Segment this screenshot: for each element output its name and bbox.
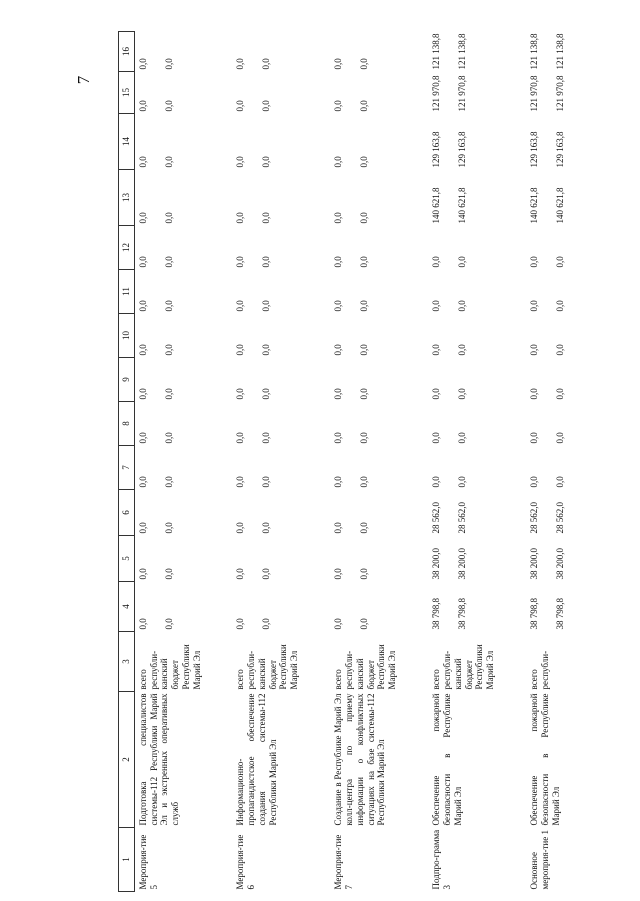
value-cell (232, 490, 330, 536)
page-number: 7 (74, 75, 93, 85)
funding-source-label: республи-канский бюджет Республики Марий Эл (148, 644, 202, 690)
value-entry: 121 138,8 (457, 33, 468, 70)
value-cell (232, 226, 330, 270)
value-entry: 0,0 (529, 344, 540, 356)
rotated-table-region (118, 32, 588, 892)
table-row (232, 32, 330, 892)
value-entry: 0,0 (137, 300, 148, 312)
value-cell (232, 170, 330, 226)
value-entry: 0,0 (163, 156, 174, 168)
column-header: 6 (119, 490, 135, 536)
value-entry: 0,0 (163, 300, 174, 312)
value-cell (428, 32, 526, 72)
funding-source-label: всего (137, 669, 148, 690)
value-entry: 0,0 (431, 388, 442, 400)
value-entry: 0,0 (457, 300, 468, 312)
value-entry: 0,0 (359, 156, 370, 168)
value-entry: 0,0 (261, 476, 272, 488)
column-header: 4 (119, 582, 135, 632)
column-header: 8 (119, 402, 135, 446)
value-entry: 0,0 (261, 344, 272, 356)
table-row (330, 32, 428, 892)
value-entry: 140 621,8 (431, 187, 442, 224)
value-cell (428, 170, 526, 226)
value-entry: 0,0 (235, 568, 246, 580)
column-header: 2 (119, 692, 135, 828)
value-cell (330, 170, 428, 226)
value-entry: 129 163,8 (529, 131, 540, 168)
value-entry: 38 200,0 (555, 548, 566, 580)
value-entry: 0,0 (333, 568, 344, 580)
row-title-cell: Обеспечение пожарной безопасности в Республике Марий Эл (431, 693, 463, 826)
value-entry: 0,0 (333, 388, 344, 400)
value-cell (232, 270, 330, 314)
row-title-cell: Подготовка специалистов системы-112 Республики Марий Эл и экстренных оперативных служб (137, 693, 181, 826)
value-entry: 121 970,8 (555, 75, 566, 112)
value-entry: 0,0 (163, 432, 174, 444)
value-entry: 0,0 (137, 58, 148, 70)
value-cell (232, 358, 330, 402)
value-cell (330, 32, 428, 72)
value-entry: 121 970,8 (457, 75, 468, 112)
column-header: 16 (119, 32, 135, 72)
value-entry: 0,0 (235, 212, 246, 224)
value-cell (330, 226, 428, 270)
value-cell (428, 314, 526, 358)
value-cell (526, 226, 586, 270)
value-entry: 0,0 (431, 432, 442, 444)
value-entry: 0,0 (235, 522, 246, 534)
value-cell (232, 314, 330, 358)
value-cell (526, 490, 586, 536)
value-cell (134, 490, 232, 536)
value-cell (232, 32, 330, 72)
value-entry: 0,0 (235, 476, 246, 488)
value-cell (134, 170, 232, 226)
value-entry: 0,0 (261, 58, 272, 70)
value-entry: 0,0 (555, 344, 566, 356)
funding-source-cell (134, 632, 232, 692)
table-row (428, 32, 526, 892)
value-entry: 0,0 (359, 256, 370, 268)
value-entry: 0,0 (261, 300, 272, 312)
value-entry: 0,0 (163, 388, 174, 400)
value-entry: 121 970,8 (431, 75, 442, 112)
value-entry: 0,0 (261, 432, 272, 444)
value-entry: 121 138,8 (431, 33, 442, 70)
value-entry: 140 621,8 (529, 187, 540, 224)
value-entry: 0,0 (163, 476, 174, 488)
funding-source-cell (526, 632, 586, 692)
value-entry: 28 562,0 (555, 502, 566, 534)
column-header: 9 (119, 358, 135, 402)
value-entry: 140 621,8 (555, 187, 566, 224)
value-entry: 0,0 (431, 344, 442, 356)
funding-source-label: всего (529, 669, 540, 690)
value-cell (428, 582, 526, 632)
value-entry: 0,0 (163, 522, 174, 534)
column-header: 15 (119, 72, 135, 114)
value-cell (330, 582, 428, 632)
value-cell (526, 170, 586, 226)
value-entry: 0,0 (137, 618, 148, 630)
value-cell (428, 536, 526, 582)
value-entry: 0,0 (359, 212, 370, 224)
value-cell (134, 32, 232, 72)
value-entry: 0,0 (333, 476, 344, 488)
value-entry: 0,0 (137, 388, 148, 400)
value-cell (526, 446, 586, 490)
funding-source-label: республи-канский бюджет Республики Марий Эл (344, 644, 398, 690)
value-cell (134, 114, 232, 170)
value-entry: 0,0 (555, 388, 566, 400)
value-entry: 0,0 (137, 568, 148, 580)
value-entry: 129 163,8 (555, 131, 566, 168)
value-cell (232, 582, 330, 632)
value-entry: 0,0 (137, 212, 148, 224)
column-header: 7 (119, 446, 135, 490)
value-cell (526, 358, 586, 402)
row-code-cell: Мероприя-тие 5 (137, 834, 159, 890)
value-cell (526, 402, 586, 446)
value-entry: 0,0 (333, 212, 344, 224)
value-entry: 0,0 (333, 618, 344, 630)
value-entry: 0,0 (235, 156, 246, 168)
value-entry: 0,0 (359, 522, 370, 534)
value-entry: 0,0 (163, 568, 174, 580)
table-header (119, 32, 135, 892)
value-cell (134, 314, 232, 358)
value-entry: 0,0 (359, 476, 370, 488)
value-entry: 38 798,8 (529, 598, 540, 630)
value-cell (428, 114, 526, 170)
value-entry: 28 562,0 (431, 502, 442, 534)
value-entry: 0,0 (529, 476, 540, 488)
value-entry: 0,0 (555, 476, 566, 488)
value-entry: 0,0 (555, 432, 566, 444)
value-entry: 0,0 (457, 344, 468, 356)
value-entry: 0,0 (431, 476, 442, 488)
value-cell (526, 32, 586, 72)
value-entry: 0,0 (163, 212, 174, 224)
column-header: 12 (119, 226, 135, 270)
value-cell (134, 358, 232, 402)
table-body (134, 32, 586, 892)
value-entry: 0,0 (163, 58, 174, 70)
funding-source-label: республи-канский бюджет Республики Марий Эл (246, 644, 300, 690)
value-entry: 38 798,8 (457, 598, 468, 630)
value-entry: 0,0 (261, 156, 272, 168)
column-header: 5 (119, 536, 135, 582)
value-entry: 0,0 (457, 256, 468, 268)
value-cell (232, 536, 330, 582)
value-entry: 0,0 (137, 100, 148, 112)
funding-source-label: всего (235, 669, 246, 690)
column-header: 14 (119, 114, 135, 170)
value-cell (232, 72, 330, 114)
value-cell (330, 72, 428, 114)
value-entry: 0,0 (359, 100, 370, 112)
value-entry: 0,0 (235, 58, 246, 70)
value-entry: 0,0 (261, 256, 272, 268)
funding-source-label: всего (431, 669, 442, 690)
table-row (134, 32, 232, 892)
value-cell (134, 270, 232, 314)
value-entry: 0,0 (529, 300, 540, 312)
value-cell (428, 270, 526, 314)
column-header: 3 (119, 632, 135, 692)
value-entry: 129 163,8 (457, 131, 468, 168)
value-entry: 0,0 (137, 522, 148, 534)
value-entry: 0,0 (137, 156, 148, 168)
value-entry: 129 163,8 (431, 131, 442, 168)
value-cell (526, 114, 586, 170)
value-cell (330, 358, 428, 402)
value-entry: 0,0 (137, 432, 148, 444)
value-entry: 0,0 (529, 388, 540, 400)
value-cell (428, 490, 526, 536)
value-entry: 0,0 (555, 300, 566, 312)
value-entry: 0,0 (235, 256, 246, 268)
value-cell (526, 270, 586, 314)
value-cell (428, 358, 526, 402)
value-entry: 0,0 (261, 212, 272, 224)
value-entry: 0,0 (333, 156, 344, 168)
value-cell (134, 536, 232, 582)
value-entry: 0,0 (529, 432, 540, 444)
value-entry: 0,0 (235, 618, 246, 630)
row-title-cell: Информационно-пропагандистское обеспечение создания системы-112 Республики Марий Эл (235, 693, 278, 826)
value-cell (232, 402, 330, 446)
value-entry: 0,0 (235, 100, 246, 112)
value-cell (330, 536, 428, 582)
value-cell (526, 72, 586, 114)
value-entry: 0,0 (333, 432, 344, 444)
value-entry: 38 798,8 (555, 598, 566, 630)
value-cell (134, 446, 232, 490)
value-cell (428, 72, 526, 114)
value-entry: 0,0 (261, 522, 272, 534)
value-entry: 0,0 (163, 256, 174, 268)
value-entry: 0,0 (359, 300, 370, 312)
funding-source-cell (232, 632, 330, 692)
value-cell (330, 402, 428, 446)
value-entry: 0,0 (333, 300, 344, 312)
value-cell (330, 270, 428, 314)
value-cell (232, 114, 330, 170)
funding-source-cell (428, 632, 526, 692)
value-entry: 0,0 (333, 58, 344, 70)
funding-source-cell (330, 632, 428, 692)
value-entry: 0,0 (163, 618, 174, 630)
value-cell (526, 314, 586, 358)
value-entry: 0,0 (333, 522, 344, 534)
row-code-cell: Мероприя-тие 6 (235, 834, 257, 890)
value-entry: 0,0 (555, 256, 566, 268)
column-header: 13 (119, 170, 135, 226)
funding-source-label: республи- (540, 650, 551, 690)
value-cell (134, 72, 232, 114)
value-entry: 0,0 (333, 256, 344, 268)
value-entry: 0,0 (359, 388, 370, 400)
value-entry: 0,0 (235, 388, 246, 400)
value-entry: 121 970,8 (529, 75, 540, 112)
value-cell (526, 582, 586, 632)
value-entry: 0,0 (359, 58, 370, 70)
value-entry: 0,0 (359, 344, 370, 356)
budget-table (118, 31, 586, 892)
value-entry: 0,0 (235, 300, 246, 312)
value-cell (134, 226, 232, 270)
value-cell (428, 226, 526, 270)
row-code-cell: Основное мероприя-тие 1 (529, 830, 551, 890)
value-entry: 0,0 (261, 100, 272, 112)
value-entry: 0,0 (431, 256, 442, 268)
value-cell (428, 402, 526, 446)
value-entry: 28 562,0 (457, 502, 468, 534)
value-entry: 0,0 (359, 568, 370, 580)
value-entry: 0,0 (261, 568, 272, 580)
value-entry: 38 798,8 (431, 598, 442, 630)
funding-source-label: всего (333, 669, 344, 690)
column-header: 10 (119, 314, 135, 358)
value-entry: 140 621,8 (457, 187, 468, 224)
value-entry: 0,0 (163, 100, 174, 112)
value-entry: 28 562,0 (529, 502, 540, 534)
value-entry: 38 200,0 (431, 548, 442, 580)
row-code-cell: Подпро-грамма 3 (431, 829, 453, 890)
value-entry: 121 138,8 (555, 33, 566, 70)
value-entry: 0,0 (431, 300, 442, 312)
value-entry: 0,0 (163, 344, 174, 356)
value-entry: 0,0 (235, 432, 246, 444)
value-cell (232, 446, 330, 490)
value-entry: 121 138,8 (529, 33, 540, 70)
value-cell (428, 446, 526, 490)
table-row (526, 32, 586, 892)
value-cell (134, 402, 232, 446)
row-title-cell: Обеспечение пожарной безопасности в Республике Марий Эл (529, 693, 561, 826)
value-entry: 0,0 (359, 432, 370, 444)
column-header: 1 (119, 828, 135, 892)
value-entry: 0,0 (137, 476, 148, 488)
value-entry: 0,0 (359, 618, 370, 630)
value-cell (330, 314, 428, 358)
value-cell (330, 114, 428, 170)
value-entry: 0,0 (457, 432, 468, 444)
value-entry: 0,0 (261, 388, 272, 400)
value-entry: 0,0 (529, 256, 540, 268)
value-cell (330, 446, 428, 490)
row-title-cell: Создание в Республике Марий Эл колл-центра по приему информации о конфликтных ситуациях на базе системы-112 Республики Марий Эл (333, 693, 387, 826)
value-entry: 38 200,0 (529, 548, 540, 580)
value-entry: 0,0 (333, 344, 344, 356)
value-entry: 0,0 (137, 344, 148, 356)
column-header: 11 (119, 270, 135, 314)
funding-source-label: республи-канский бюджет Республики Марий Эл (442, 644, 496, 690)
value-entry: 0,0 (261, 618, 272, 630)
value-entry: 0,0 (457, 388, 468, 400)
value-entry: 0,0 (333, 100, 344, 112)
value-cell (134, 582, 232, 632)
value-cell (526, 536, 586, 582)
row-code-cell: Мероприя-тие 7 (333, 834, 355, 890)
value-entry: 0,0 (235, 344, 246, 356)
value-entry: 38 200,0 (457, 548, 468, 580)
value-entry: 0,0 (137, 256, 148, 268)
value-cell (330, 490, 428, 536)
value-entry: 0,0 (457, 476, 468, 488)
